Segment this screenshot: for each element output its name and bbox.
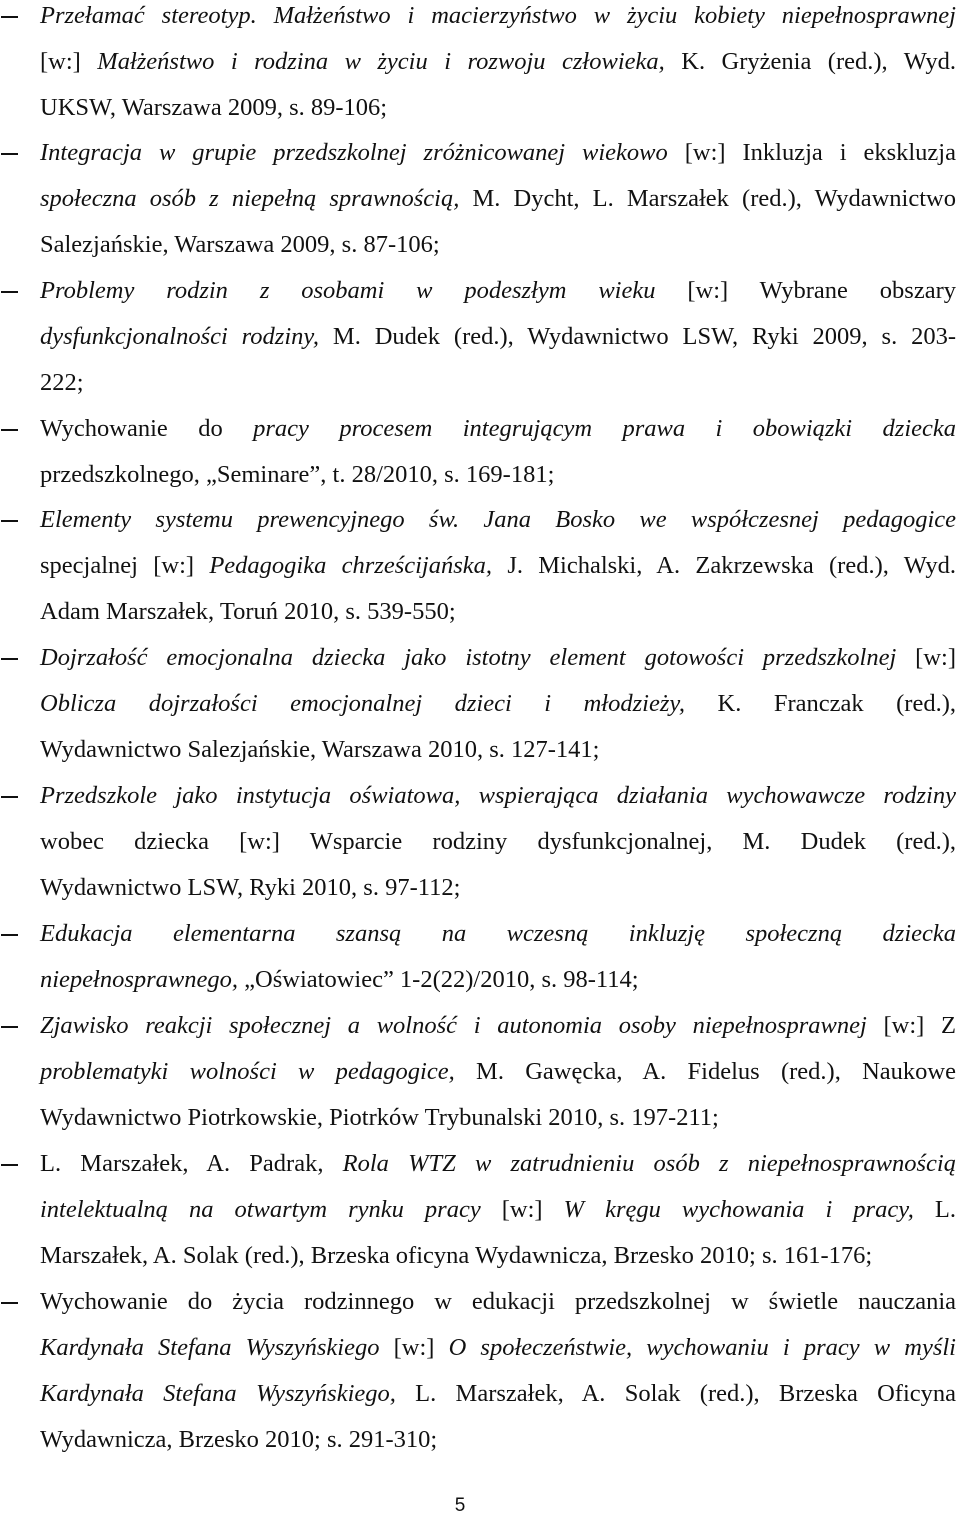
plain-text: L. Marszałek, A. Padrak, [40, 1150, 343, 1177]
italic-text: problematyki wolności w pedagogice, [40, 1058, 455, 1085]
italic-text: intelektualną na otwartym rynku pracy [40, 1196, 481, 1223]
reference-item [0, 773, 956, 911]
plain-text: L. [913, 1196, 957, 1223]
italic-text: Pedagogika chrześcijańska, [209, 552, 493, 579]
plain-text: specjalnej [w:] [40, 552, 210, 579]
plain-text: Adam Marszałek, Toruń 2010, s. 539-550; [40, 598, 456, 625]
plain-text: [w:] Wybrane obszary [655, 277, 956, 304]
reference-line [40, 130, 956, 176]
reference-line [40, 1187, 956, 1233]
italic-text: Dojrzałość emocjonalna dziecka jako istotny element gotowości przedszkolnej [40, 644, 897, 671]
italic-text: O społeczeństwie, wychowaniu i pracy w myśli [448, 1334, 956, 1361]
plain-text: [w:] Z [866, 1012, 956, 1039]
reference-line [40, 635, 956, 681]
reference-line [40, 0, 956, 39]
italic-text: Przedszkole jako instytucja oświatowa, wspierająca działania wychowawcze rodziny [40, 782, 956, 809]
reference-line [40, 819, 956, 865]
reference-line [40, 1371, 956, 1417]
reference-line [40, 957, 956, 1003]
italic-text: Małżeństwo i rodzina w życiu i rozwoju człowieka, [97, 48, 665, 75]
reference-line [40, 314, 956, 360]
reference-item [0, 1141, 956, 1279]
italic-text: Problemy rodzin z osobami w podeszłym wieku [40, 277, 656, 304]
italic-text: Przełamać stereotyp. Małżeństwo i macierzyństwo w życiu kobiety niepełnosprawnej [40, 2, 956, 29]
reference-line [40, 268, 956, 314]
plain-text: Wydawnictwo Piotrkowskie, Piotrków Trybunalski 2010, s. 197-211; [40, 1104, 719, 1131]
reference-item [0, 497, 956, 635]
plain-text: przedszkolnego, „Seminare”, t. 28/2010, s. 169-181; [40, 461, 555, 488]
reference-line [40, 85, 956, 131]
reference-line [40, 727, 956, 773]
reference-line [40, 360, 956, 406]
italic-text: Rola WTZ w zatrudnieniu osób z niepełnosprawnością [342, 1150, 956, 1177]
plain-text: [w:] [480, 1196, 564, 1223]
plain-text: K. Gryżenia (red.), Wyd. [664, 48, 956, 75]
reference-line [40, 222, 956, 268]
plain-text: M. Dudek (red.), Wydawnictwo LSW, Ryki 2009, s. 203- [319, 323, 956, 350]
plain-text: Wydawnicza, Brzesko 2010; s. 291-310; [40, 1426, 438, 1453]
reference-item [0, 1003, 956, 1141]
reference-line [40, 865, 956, 911]
plain-text: [w:] [896, 644, 956, 671]
plain-text: Wychowanie do życia rodzinnego w edukacji przedszkolnej w świetle nauczania [40, 1288, 956, 1315]
plain-text: Wydawnictwo LSW, Ryki 2010, s. 97-112; [40, 874, 461, 901]
reference-line [40, 773, 956, 819]
reference-line [40, 1233, 956, 1279]
plain-text: Wychowanie do [40, 415, 254, 442]
reference-line [40, 406, 956, 452]
reference-line [40, 543, 956, 589]
plain-text: wobec dziecka [w:] Wsparcie rodziny dysfunkcjonalnej, M. Dudek (red.), [40, 828, 956, 855]
plain-text: UKSW, Warszawa 2009, s. 89-106; [40, 94, 388, 121]
reference-line [40, 589, 956, 635]
reference-line [40, 497, 956, 543]
plain-text: J. Michalski, A. Zakrzewska (red.), Wyd. [492, 552, 956, 579]
italic-text: niepełnosprawnego, [40, 966, 239, 993]
reference-item [0, 268, 956, 406]
italic-text: Edukacja elementarna szansą na wczesną inkluzję społeczną dziecka [40, 920, 956, 947]
page-number: 5 [454, 1495, 466, 1516]
italic-text: Kardynała Stefana Wyszyńskiego, [40, 1380, 396, 1407]
italic-text: Kardynała Stefana Wyszyńskiego [40, 1334, 380, 1361]
reference-line [40, 681, 956, 727]
italic-text: Jana Bosko we współczesnej pedagogice [459, 506, 956, 533]
reference-line [40, 1417, 956, 1463]
plain-text: M. Dycht, L. Marszałek (red.), Wydawnictwo [459, 185, 956, 212]
reference-item [0, 635, 956, 773]
reference-line [40, 1095, 956, 1141]
plain-text: 222; [40, 369, 84, 396]
plain-text: Wydawnictwo Salezjańskie, Warszawa 2010, s. 127-141; [40, 736, 600, 763]
reference-item [0, 130, 956, 268]
plain-text: [w:] [379, 1334, 449, 1361]
italic-text: Zjawisko reakcji społecznej a wolność i autonomia osoby niepełnosprawnej [40, 1012, 867, 1039]
reference-line [40, 1003, 956, 1049]
reference-item [0, 0, 956, 131]
reference-item [0, 406, 956, 498]
reference-line [40, 1279, 956, 1325]
reference-line [40, 1049, 956, 1095]
italic-text: Elementy systemu prewencyjnego św. [40, 506, 460, 533]
plain-text: [w:] Inkluzja i ekskluzja [667, 139, 956, 166]
italic-text: społeczna osób z niepełną sprawnością, [40, 185, 460, 212]
reference-item [0, 1279, 956, 1463]
italic-text: Oblicza dojrzałości emocjonalnej dzieci i młodzieży, [40, 690, 686, 717]
plain-text: „Oświatowiec” 1-2(22)/2010, s. 98-114; [238, 966, 639, 993]
plain-text: K. Franczak (red.), [685, 690, 957, 717]
reference-line [40, 452, 956, 498]
reference-line [40, 176, 956, 222]
italic-text: W kręgu wychowania i pracy, [563, 1196, 914, 1223]
plain-text: Salezjańskie, Warszawa 2009, s. 87-106; [40, 231, 440, 258]
plain-text: L. Marszałek, A. Solak (red.), Brzeska Oficyna [395, 1380, 957, 1407]
italic-text: dysfunkcjonalności rodziny, [40, 323, 320, 350]
reference-line [40, 39, 956, 85]
reference-line [40, 1325, 956, 1371]
plain-text: Marszałek, A. Solak (red.), Brzeska oficyna Wydawnicza, Brzesko 2010; s. 161-176; [40, 1242, 873, 1269]
reference-item [0, 911, 956, 1003]
plain-text: M. Gawęcka, A. Fidelus (red.), Naukowe [454, 1058, 956, 1085]
italic-text: pracy procesem integrującym prawa i obowiązki dziecka [253, 415, 956, 442]
plain-text: [w:] [40, 48, 98, 75]
reference-line [40, 911, 956, 957]
reference-line [40, 1141, 956, 1187]
italic-text: Integracja w grupie przedszkolnej zróżnicowanej wiekowo [40, 139, 668, 166]
